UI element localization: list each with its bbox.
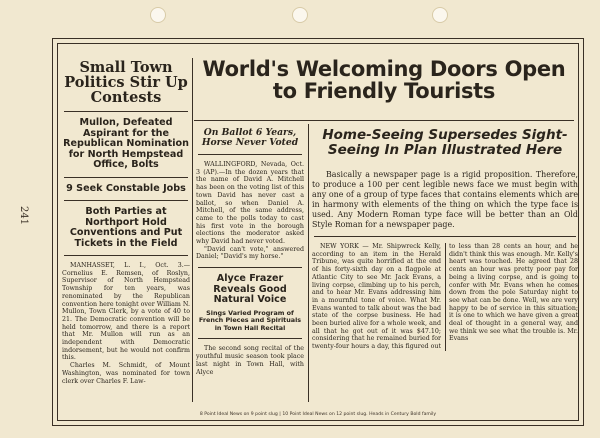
left-deck-1: Mullon, Defeated Aspirant for the Republican Nomination for North Hempstead Office, Bolts	[63, 117, 189, 170]
horse-story-end: "David can't vote," answered Daniel; "David's my horse."	[196, 245, 304, 261]
binder-hole-left	[150, 7, 166, 23]
divider	[198, 154, 302, 155]
feature-intro: Basically a newspaper page is a rigid proposition. Therefore, to produce a 100 per cent legible news face we must begin with any one of a group of type faces that contains elements which are in harmony with elements of the thing on which the type face is used. Any Modern Roman type face will be better than an Old Style Roman for a newspaper page.	[312, 170, 578, 229]
divider	[64, 177, 188, 178]
divider	[64, 200, 188, 201]
middle-column	[196, 128, 304, 406]
banner-headline: World's Welcoming Doors Open to Friendly Tourists	[202, 57, 566, 103]
column-rule	[308, 124, 309, 402]
binder-hole-right	[432, 7, 448, 23]
left-column	[62, 44, 190, 406]
column-rule	[192, 58, 193, 402]
footer-note: 8 Point Ideal News on 9 point slug | 10 Point Ideal News on 12 point slug. Heads in Century Bold family	[199, 412, 437, 417]
feature-headline: Home-Seeing Supersedes Sight-Seeing In Plan Illustrated Here	[322, 128, 568, 158]
frazer-subhead: Sings Varied Program of French Pieces and Spirituals in Town Hall Recital	[198, 308, 302, 332]
frazer-headline: Alyce Frazer Reveals Good Natural Voice	[213, 273, 287, 306]
divider	[314, 236, 576, 237]
frazer-story: The second song recital of the youthful music season took place last night in Town Hall, with Alyce	[196, 345, 304, 376]
divider	[64, 111, 188, 112]
left-paragraph-1: MANHASSET, L. I., Oct. 3.—Cornelius E. Remsen, of Roslyn, Supervisor of North Hempstead Township for ten years, was renominated by the Republican convention here tonight over William N. Mullon, Town Clerk, by a vote of 40 to 21. The Democratic convention will be held tomorrow, and there is a report that Mr. Mullon will run as an independent with Democratic indorsement, but he would not confirm this.	[62, 262, 190, 362]
left-paragraph-2: Charles M. Schmidt, of Mount Washington, was nominated for town clerk over Charles F. Law-	[62, 362, 190, 385]
divider	[64, 255, 188, 256]
horse-story: WALLINGFORD, Nevada, Oct. 3 (AP).—In the dozen years that the name of David A. Mitchell has been on the voting list of this town David has never cast a ballot, so when Daniel A. Mitchell, of the same address, came to the polls today to cast his first vote in the borough elections the moderator asked why David had never voted.	[196, 161, 304, 246]
horse-headline: On Ballot 6 Years, Horse Never Voted	[201, 128, 299, 148]
page-content	[57, 43, 579, 421]
divider	[198, 338, 302, 339]
left-deck-3: Both Parties at Northport Hold Conventions and Put Tickets in the Field	[69, 206, 183, 249]
right-column	[312, 128, 578, 406]
divider	[198, 267, 302, 268]
kelly-story-text: NEW YORK — Mr. Shipwreck Kelly, according to an item in the Herald Tribune, was quite horrified at the end of his forty-sixth day on a flagpole at Atlantic City to see Mr. Jack Evans, a living corpse, climbing up to his perch, and to hear Mr. Evans addressing him in a mournful tone of voice. What Mr. Evans wanted to talk about was the bad state of the corpse business. He had been buried alive for a whole week, and all that he got out of it was $47.10; considering that he remained buried for twenty-four hours a day, this figured out to less than 28 cents an hour, and he didn't think this was enough. Mr. Kelly's heart was touched. He agreed that 28 cents an hour was pretty poor pay for being a living corpse, and is going to confer with Mr. Evans when he comes down from the pole Saturday night to see what can be done. Well, we are very happy to be of service in this situation; it is one to which we have given a great deal of thought in a general way, and we think we see what the trouble is. Mr. Evans	[312, 243, 578, 351]
left-deck-2: 9 Seek Constable Jobs	[66, 182, 186, 194]
page-number: 241	[18, 205, 30, 226]
page-frame	[52, 38, 584, 426]
banner-rule	[194, 120, 574, 121]
kelly-story	[312, 243, 578, 351]
binder-hole-middle	[292, 7, 308, 23]
left-headline: Small Town Politics Stir Up Contests	[64, 59, 188, 106]
